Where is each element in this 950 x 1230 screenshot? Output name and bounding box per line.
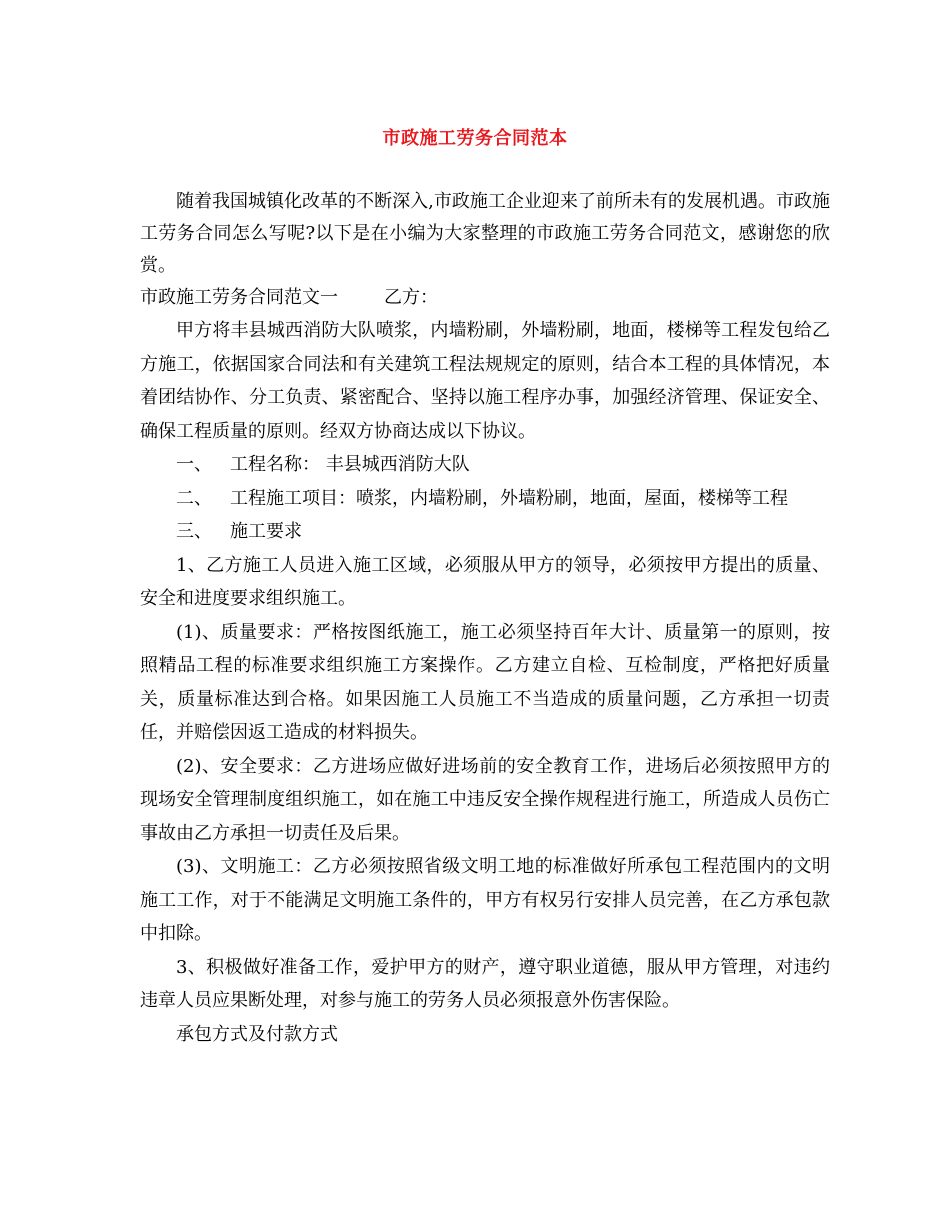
section-heading-label: 市政施工劳务合同范文一 <box>140 287 338 308</box>
item-number: 二、 <box>176 487 212 509</box>
party-b-label: 乙方： <box>384 287 438 308</box>
item-number: 一、 <box>176 454 212 475</box>
item-number: 三、 <box>176 521 212 542</box>
item-text: 工程施工项目：喷浆，内墙粉刷，外墙粉刷，地面，屋面，楼梯等工程 <box>230 487 788 509</box>
item-project-scope <box>140 482 830 516</box>
opening-paragraph: 甲方将丰县城西消防大队喷浆，内墙粉刷，外墙粉刷，地面，楼梯等工程发包给乙方施工，依据国家合同法和有关建筑工程法规规定的原则，结合本工程的具体情况，本着团结协作、分工负责、紧密配合、坚持以施工程序办事，加强经济管理、保证安全、确保工程质量的原则。经双方协商达成以下协议。 <box>140 320 830 442</box>
clause-safety: (2)、安全要求：乙方进场应做好进场前的安全教育工作，进场后必须按照甲方的现场安全管理制度组织施工，如在施工中违反安全操作规程进行施工，所造成人员伤亡事故由乙方承担一切责任及后果。 <box>140 755 830 844</box>
section-heading <box>140 282 830 314</box>
clause-civilized: (3)、文明施工：乙方必须按照省级文明工地的标准做好所承包工程范围内的文明施工工作，对于不能满足文明施工条件的，甲方有权另行安排人员完善，在乙方承包款中扣除。 <box>140 856 830 944</box>
clause-1: 1、乙方施工人员进入施工区域，必须服从甲方的领导，必须按甲方提出的质量、安全和进度要求组织施工。 <box>140 554 830 609</box>
clause-3: 3、积极做好准备工作，爱护甲方的财产，遵守职业道德，服从甲方管理，对违约违章人员应果断处理，对参与施工的劳务人员必须报意外伤害保险。 <box>140 956 830 1011</box>
intro-paragraph: 随着我国城镇化改革的不断深入,市政施工企业迎来了前所未有的发展机遇。市政施工劳务合同怎么写呢?以下是在小编为大家整理的市政施工劳务合同范文，感谢您的欣赏。 <box>140 191 830 276</box>
document-body <box>140 186 830 1051</box>
payment-heading: 承包方式及付款方式 <box>176 1023 338 1045</box>
item-project-name <box>140 448 830 482</box>
item-text: 施工要求 <box>230 521 302 542</box>
document-title: 市政施工劳务合同范本 <box>382 128 568 149</box>
item-text: 工程名称： 丰县城西消防大队 <box>230 454 470 475</box>
clause-quality: (1)、质量要求：严格按图纸施工，施工必须坚持百年大计、质量第一的原则，按照精品工程的标准要求组织施工方案操作。乙方建立自检、互检制度，严格把好质量关，质量标准达到合格。如果因施工人员施工不当造成的质量问题，乙方承担一切责任，并赔偿因返工造成的材料损失。 <box>140 621 830 743</box>
item-requirements <box>140 515 830 549</box>
